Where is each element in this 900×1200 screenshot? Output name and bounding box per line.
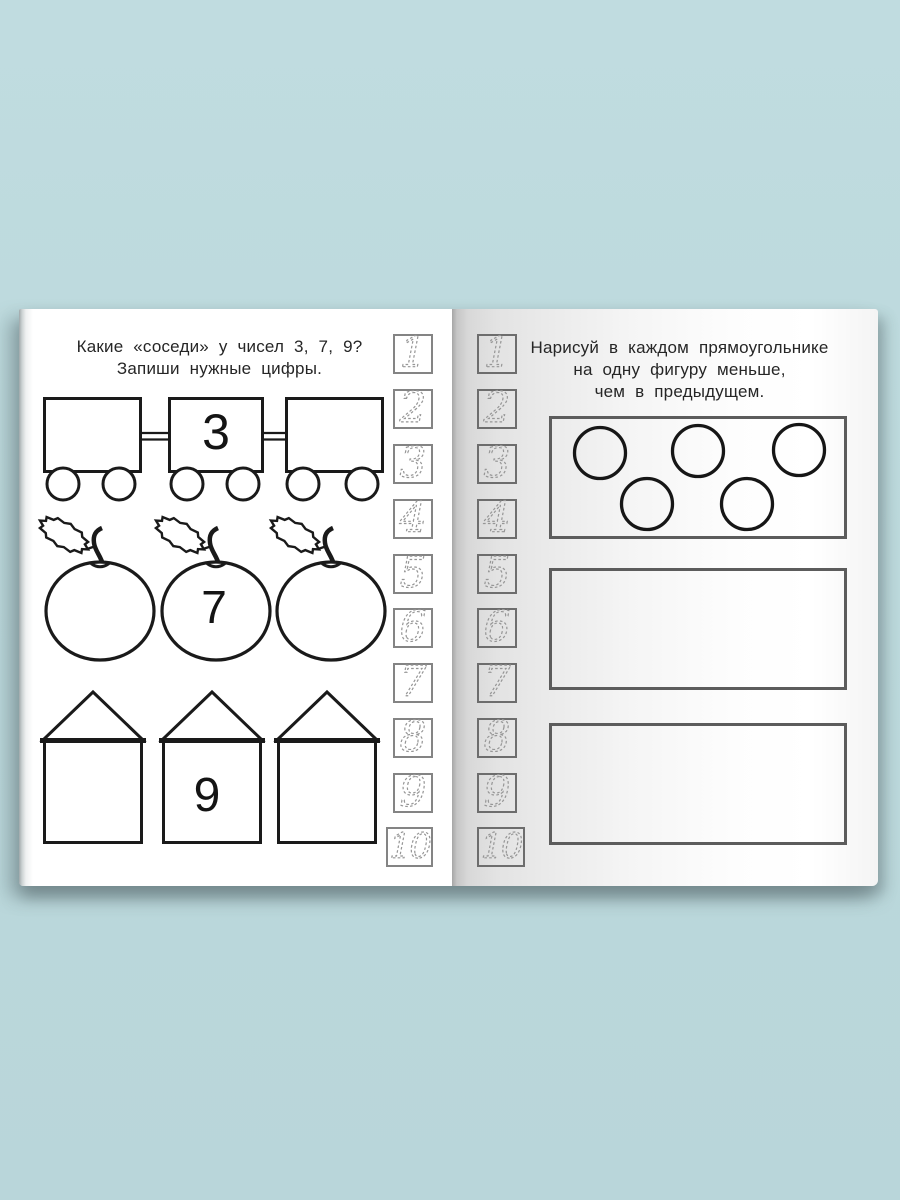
dashed-digit-7 bbox=[479, 657, 515, 706]
svg-text:1: 1 bbox=[399, 328, 427, 377]
dashed-digit-8 bbox=[395, 712, 431, 761]
shapes-rectangle-2-empty bbox=[549, 568, 847, 690]
trace-box-9 bbox=[477, 767, 517, 816]
train-wheel-6 bbox=[346, 468, 378, 500]
dashed-digit-10 bbox=[388, 829, 431, 865]
train-wagon-number: 3 bbox=[202, 404, 230, 460]
apple-figure-1 bbox=[35, 499, 165, 662]
apple-stem bbox=[325, 528, 334, 565]
svg-text:10: 10 bbox=[480, 827, 522, 867]
dashed-digit-3 bbox=[479, 438, 515, 487]
house-body bbox=[279, 741, 376, 843]
house-drawing bbox=[274, 690, 380, 845]
apple-stem bbox=[210, 528, 219, 565]
trace-box-7 bbox=[477, 657, 517, 706]
shapes-rectangle-3-empty bbox=[549, 723, 847, 845]
dashed-digit-2 bbox=[479, 383, 515, 432]
svg-text:9: 9 bbox=[483, 767, 511, 816]
svg-text:5: 5 bbox=[483, 548, 511, 597]
right-page bbox=[452, 309, 878, 886]
left-title-line-2: Запиши нужные цифры. bbox=[116, 359, 323, 378]
svg-text:1: 1 bbox=[483, 328, 511, 377]
left-page bbox=[19, 309, 452, 886]
dashed-digit-7 bbox=[395, 657, 431, 706]
trace-box-10 bbox=[477, 827, 525, 867]
circle-shape-3 bbox=[774, 425, 825, 476]
apple-leaf bbox=[271, 517, 319, 553]
svg-text:8: 8 bbox=[399, 712, 427, 761]
shapes-rectangle-1 bbox=[549, 416, 847, 539]
dashed-digit-6 bbox=[479, 602, 515, 651]
dashed-digit-8 bbox=[479, 712, 515, 761]
trace-box-1 bbox=[477, 328, 517, 377]
train-wagon-1 bbox=[45, 399, 141, 472]
left-title-line-1: Какие «соседи» у чисел 3, 7, 9? bbox=[76, 337, 363, 356]
svg-text:3: 3 bbox=[399, 438, 427, 487]
svg-text:10: 10 bbox=[389, 827, 430, 867]
dashed-digit-9 bbox=[395, 767, 431, 816]
dashed-digit-5 bbox=[395, 548, 431, 597]
trace-box-8 bbox=[393, 712, 433, 761]
trace-box-9 bbox=[393, 767, 433, 816]
trace-box-6 bbox=[477, 602, 517, 651]
house-figure-1 bbox=[40, 690, 146, 845]
svg-text:9: 9 bbox=[399, 767, 427, 816]
house-figure-3 bbox=[274, 690, 380, 845]
apple-leaf bbox=[156, 517, 204, 553]
dashed-digit-6 bbox=[395, 602, 431, 651]
trace-box-10 bbox=[386, 827, 433, 867]
apple-drawing bbox=[266, 499, 396, 662]
apple-stem bbox=[94, 528, 103, 565]
trace-box-7 bbox=[393, 657, 433, 706]
dashed-digit-5 bbox=[479, 548, 515, 597]
apple-number: 7 bbox=[201, 581, 227, 633]
trace-box-1 bbox=[393, 328, 433, 377]
wagon-coupler-1 bbox=[140, 433, 170, 440]
trace-box-2 bbox=[477, 383, 517, 432]
apple-figure-3 bbox=[266, 499, 396, 662]
trace-box-5 bbox=[393, 548, 433, 597]
train-wheel-2 bbox=[103, 468, 135, 500]
five-circles-drawing bbox=[552, 419, 844, 536]
house-roof bbox=[162, 692, 262, 740]
trace-box-8 bbox=[477, 712, 517, 761]
svg-text:7: 7 bbox=[483, 657, 511, 706]
right-title-line-2: на одну фигуру меньше, bbox=[573, 360, 786, 379]
svg-text:6: 6 bbox=[483, 602, 511, 651]
circle-shape-5 bbox=[722, 479, 773, 530]
house-roof bbox=[43, 692, 143, 740]
trace-box-4 bbox=[477, 493, 517, 542]
circle-shape-1 bbox=[575, 428, 626, 479]
svg-text:8: 8 bbox=[483, 712, 511, 761]
house-body bbox=[45, 741, 142, 843]
svg-text:4: 4 bbox=[399, 493, 427, 542]
right-page-title bbox=[507, 337, 852, 403]
open-book-spread bbox=[19, 309, 878, 886]
dashed-digit-4 bbox=[479, 493, 515, 542]
trace-box-3 bbox=[393, 438, 433, 487]
left-page-title bbox=[32, 336, 407, 380]
svg-text:7: 7 bbox=[399, 657, 427, 706]
right-title-line-3: чем в предыдущем. bbox=[594, 382, 765, 401]
wagon-coupler-2 bbox=[262, 433, 287, 440]
train-wagon-3 bbox=[287, 399, 383, 472]
train-wheel-1 bbox=[47, 468, 79, 500]
train-wheel-3 bbox=[171, 468, 203, 500]
svg-text:6: 6 bbox=[399, 602, 427, 651]
circle-shape-4 bbox=[622, 479, 673, 530]
trace-box-2 bbox=[393, 383, 433, 432]
svg-text:4: 4 bbox=[483, 493, 511, 542]
apple-body bbox=[277, 562, 385, 660]
right-title-line-1: Нарисуй в каждом прямоугольнике bbox=[530, 338, 829, 357]
house-number: 9 bbox=[193, 768, 221, 822]
dashed-digit-9 bbox=[479, 767, 515, 816]
apple-drawing bbox=[35, 499, 165, 662]
dashed-digit-2 bbox=[395, 383, 431, 432]
train-wheel-4 bbox=[227, 468, 259, 500]
train-wheel-5 bbox=[287, 468, 319, 500]
trace-box-3 bbox=[477, 438, 517, 487]
dashed-digit-3 bbox=[395, 438, 431, 487]
apple-body bbox=[46, 562, 154, 660]
svg-text:3: 3 bbox=[483, 438, 511, 487]
dashed-digit-1 bbox=[479, 328, 515, 377]
circle-shape-2 bbox=[673, 426, 724, 477]
svg-text:5: 5 bbox=[399, 548, 427, 597]
trace-box-6 bbox=[393, 602, 433, 651]
house-drawing bbox=[40, 690, 146, 845]
house-roof bbox=[277, 692, 377, 740]
svg-text:2: 2 bbox=[483, 383, 511, 432]
dashed-digit-4 bbox=[395, 493, 431, 542]
trace-box-5 bbox=[477, 548, 517, 597]
apple-leaf bbox=[40, 517, 88, 553]
dashed-digit-1 bbox=[395, 328, 431, 377]
trace-box-4 bbox=[393, 493, 433, 542]
svg-text:2: 2 bbox=[399, 383, 427, 432]
dashed-digit-10 bbox=[479, 829, 523, 865]
